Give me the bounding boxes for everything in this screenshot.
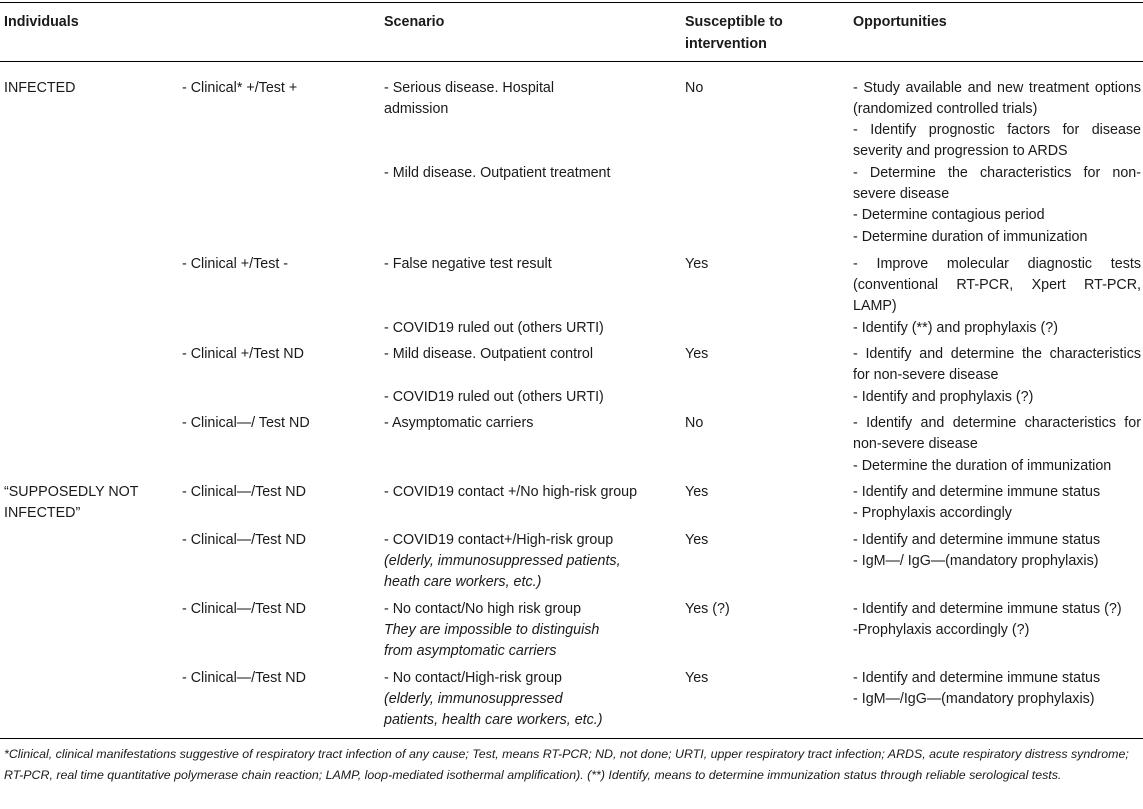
opportunity-cell: - Identify prognostic factors for disease severity and progression to ARDS [853,122,1141,159]
opportunity-cell: - Identify and determine characteristics for non-severe disease [853,415,1141,452]
susceptible-cell: Yes (?) [685,601,730,617]
opportunity-cell: - Identify and determine immune status [853,670,1101,686]
table-footnote: *Clinical, clinical manifestations suggestive of respiratory tract infection of any cause; Test, means RT-PCR; ND, not done; URTI, upper respiratory tract infection; ARDS, acute respiratory distress syndrome; RT-PCR, real time quantitative polymerase chain reaction; LAMP, loop-mediated isothermal amplification). (**) Identify, means to determine immunization status through reliable serological tests. [4,747,1129,782]
top-rule [0,2,1143,3]
susceptible-cell: Yes [685,484,709,500]
clinical-cell: - Clinical—/ Test ND [182,415,310,431]
scenario-cell: - Mild disease. Outpatient control [384,346,593,362]
opportunity-cell: - Determine the characteristics for non-severe disease [853,165,1141,202]
header-rule [0,61,1143,62]
opportunity-cell: - Determine duration of immunization [853,229,1088,245]
scenario-cell: - COVID19 ruled out (others URTI) [384,320,604,336]
scenario-cell: - No contact/No high risk group [384,601,582,617]
opportunity-cell: - Study available and new treatment options (randomized controlled trials) [853,80,1141,117]
opportunity-cell: - Identify and determine immune status [853,532,1101,548]
opportunity-cell: - Identify and determine immune status [853,484,1101,500]
header-opportunities: Opportunities [853,14,947,30]
scenario-cell: - No contact/High-risk group [384,670,562,686]
scenario-cell: - Asymptomatic carriers [384,415,534,431]
opportunity-cell: - Identify (**) and prophylaxis (?) [853,320,1059,336]
opportunity-cell: - Identify and prophylaxis (?) [853,389,1034,405]
group-not-infected: “SUPPOSEDLY NOT INFECTED” [4,484,139,521]
scenario-note: They are impossible to distinguish from asymptomatic carriers [384,622,600,659]
scenario-cell: - COVID19 contact +/No high-risk group [384,484,638,500]
susceptible-cell: Yes [685,670,709,686]
clinical-cell: - Clinical +/Test ND [182,346,304,362]
header-scenario: Scenario [384,14,445,30]
opportunity-cell: - IgM—/ IgG—(mandatory prophylaxis) [853,553,1099,569]
clinical-cell: - Clinical* +/Test + [182,80,298,96]
scenario-cell: - Mild disease. Outpatient treatment [384,165,611,181]
opportunity-cell: - Determine contagious period [853,207,1045,223]
scenario-note: (elderly, immunosuppressed patients, heath care workers, etc.) [384,553,621,590]
opportunity-cell: -Prophylaxis accordingly (?) [853,622,1030,638]
opportunity-cell: - Determine the duration of immunization [853,458,1112,474]
bottom-rule [0,738,1143,739]
clinical-cell: - Clinical—/Test ND [182,532,306,548]
susceptible-cell: No [685,80,704,96]
scenario-cell: - COVID19 contact+/High-risk group [384,532,614,548]
opportunity-cell: - Improve molecular diagnostic tests (conventional RT-PCR, Xpert RT-PCR, LAMP) [853,256,1141,314]
opportunity-cell: - Identify and determine immune status (?) [853,601,1122,617]
scenario-cell-group [384,530,649,593]
scenario-cell: - Serious disease. Hospital admission [384,80,555,117]
susceptible-cell: No [685,415,704,431]
clinical-cell: - Clinical +/Test - [182,256,289,272]
clinical-cell: - Clinical—/Test ND [182,484,306,500]
clinical-cell: - Clinical—/Test ND [182,601,306,617]
scenario-note: (elderly, immunosuppressed patients, health care workers, etc.) [384,691,603,728]
opportunity-cell: - Identify and determine the characteristics for non-severe disease [853,346,1141,383]
scenario-cell: - False negative test result [384,256,552,272]
opportunity-cell: - Prophylaxis accordingly [853,505,1012,521]
header-individuals: Individuals [4,14,79,30]
group-infected: INFECTED [4,80,76,96]
scenario-cell: - COVID19 ruled out (others URTI) [384,389,604,405]
susceptible-cell: Yes [685,256,709,272]
susceptible-cell: Yes [685,532,709,548]
opportunity-cell: - IgM—/IgG—(mandatory prophylaxis) [853,691,1095,707]
header-susceptible: Susceptible to intervention [685,14,783,52]
susceptible-cell: Yes [685,346,709,362]
clinical-cell: - Clinical—/Test ND [182,670,306,686]
